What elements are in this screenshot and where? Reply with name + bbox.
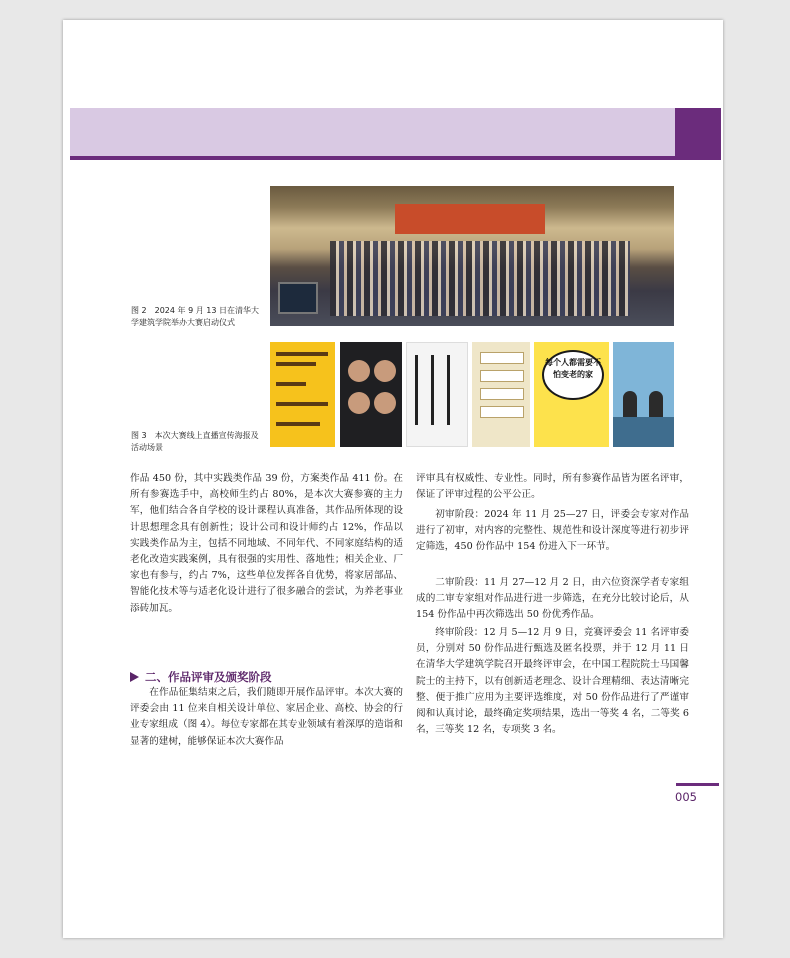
thumb5-slogan: 每个人都需要不怕变老的家: [545, 358, 601, 379]
body-text-right-1: 评审具有权威性、专业性。同时，所有参赛作品皆为匿名评审，保证了评审过程的公平公正。: [416, 473, 689, 501]
podium-screen: [278, 282, 318, 314]
header-band-accent: [675, 108, 721, 158]
body-text-right-2: 初审阶段：2024 年 11 月 25—27 日，评委会专家对作品进行了初审，对内容的完整性、规范性和设计深度等进行初步评定筛选，450 份作品中 154 份进入下一环节。: [416, 509, 689, 553]
figure3-collage: [270, 342, 674, 447]
stage-banner: [395, 204, 545, 234]
body-text-left-1: 作品 450 份，其中实践类作品 39 份，方案类作品 411 份。在所有参赛选手中，高校师生约占 80%，是本次大赛参赛的主力军，他们结合各自学校的设计课程认真准备，其作品所体现的设计思想理念具有创新性；设计公司和设计师约占 12%，作品以实践类作品为主，包括不同地域、不同年代、不同家庭结构的适老化改造实践案例，具有很强的实用性、落地性；相关企业、厂家也有参与，约占 7%，这些单位发挥各自优势，将家居部品、智能化技术等与适老化设计进行了很多融合的尝试，为养老事业添砖加瓦。: [130, 473, 403, 614]
livestream-thumb-2: [340, 342, 402, 447]
body-text-right-4: 终审阶段：12 月 5—12 月 9 日，竞赛评委会 11 名评审委员，分别对 50 份作品进行甄选及匿名投票，并于 12 月 11 日在清华大学建筑学院召开最终评审会，在中国工程院院士马国馨院士的主持下，以有创新适老理念、设计合理精细、表达清晰完整、便于推广应用为主要评选维度，对 50 份作品进行了严谨审阅和认真讨论，最终确定奖项结果，选出一等奖 4 名，二等奖 6 名，三等奖 12 名，专项奖 3 名。: [416, 627, 689, 736]
figure3-caption: 图 3 本次大赛线上直播宣传海报及活动场景: [131, 431, 259, 452]
figure2-caption: 图 2 2024 年 9 月 13 日在清华大学建筑学院举办大赛启动仪式: [131, 306, 259, 327]
section-heading: [130, 669, 272, 685]
poster-thumb-3: [406, 342, 468, 447]
page-number: 005: [675, 790, 697, 804]
body-text-left-2: 在作品征集结束之后，我们随即开展作品评审。本次大赛的评委会由 11 位来自相关设计单位、家居企业、高校、协会的行业专家组成（图 4）。每位专家都在其专业领域有着深厚的造诣和显著的建树，能够保证本次大赛作品: [130, 687, 403, 747]
body-text-right-3: 二审阶段：11 月 27—12 月 2 日，由六位资深学者专家组成的二审专家组对作品进行进一步筛选，在充分比较讨论后，从 154 份作品中再次筛选出 50 份优秀作品。: [416, 577, 689, 621]
triangle-bullet-icon: [130, 672, 139, 682]
section-heading-text: 二、作品评审及颁奖阶段: [145, 670, 272, 684]
header-band: [70, 108, 675, 158]
poster-thumb-1: [270, 342, 335, 447]
studio-thumb-6: [613, 342, 674, 447]
poster-thumb-5: [534, 342, 609, 447]
header-rule: [70, 156, 721, 160]
page-number-rule: [676, 783, 719, 786]
schedule-thumb-4: [472, 342, 530, 447]
magazine-page: [63, 20, 723, 938]
figure2-photo: [270, 186, 674, 326]
group-crowd: [330, 241, 630, 316]
